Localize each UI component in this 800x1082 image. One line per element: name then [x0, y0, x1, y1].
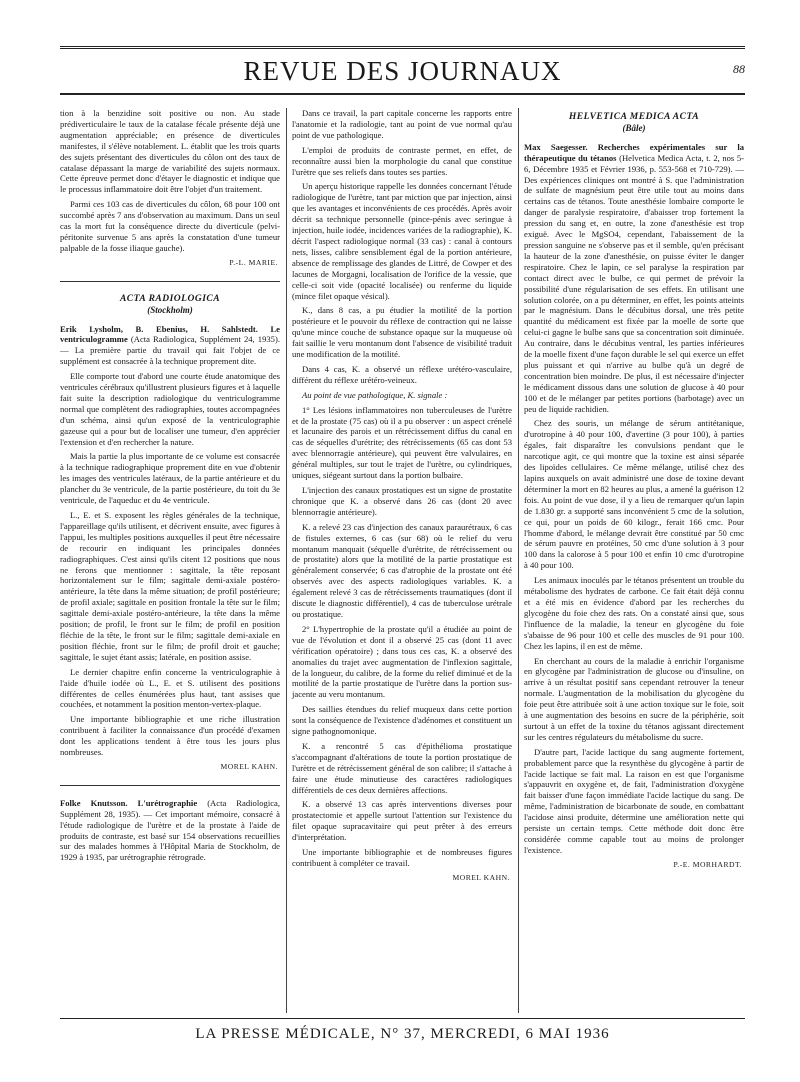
- page-title: REVUE DES JOURNAUX: [243, 56, 562, 86]
- article-abstract: [524, 142, 744, 415]
- article-intro: (Acta Radiologica, Supplément 28, 1935). — Cet important mémoire, consacré à l'étude radiologique de l'urètre et de la prostate à l'aide de produits de contraste, est basé sur 154 observations recueillies sur des malades hommes à l'Hôpital Maria de Stockholm, de 1929 à 1935, par urétrographie rétrograde.: [60, 797, 280, 863]
- column-1: [60, 108, 280, 867]
- journal-city: (Stockholm): [147, 304, 193, 315]
- author-signature: P.-L. MARIE.: [229, 257, 278, 267]
- paragraph: Au point de vue pathologique, K. signale :: [302, 389, 448, 400]
- paragraph: L'emploi de produits de contraste permet, en effet, de reconnaître aussi bien la morphologie du canal que constitue l'urètre que ses reliefs dans toutes ses parties.: [292, 144, 512, 177]
- column-3: [524, 108, 744, 879]
- journal-title: HELVETICA MEDICA ACTA: [568, 112, 700, 122]
- paragraph: tion à la benzidine soit positive ou non. Au stade prédiverticulaire le taux de la catalase fécale présente déjà une augmentation appréciable; en présence de diverticules manifestes, il s'élève notablement. L. établit que les trois quarts des sujets présentant des diverticules du côlon ont des taux de catalase dépassant la marge de variabilité des sujets normaux. Cette épreuve permet donc d'étayer le diagnostic et indique que le processus inflammatoire doit être l'objet d'un traitement.: [60, 108, 280, 195]
- article-abstract: [60, 324, 280, 368]
- article-columns: [60, 108, 745, 1008]
- paragraph: Parmi ces 103 cas de diverticules du côlon, 68 pour 100 ont succombé après 7 ans d'observation au maximum. Dans un seul cas la mort fut la conséquence directe du diverticule (pelvi-péritonite survenue 5 ans après la constatation d'une tumeur palpable de la fosse iliaque gauche).: [60, 199, 280, 253]
- author-signature: MOREL KAHN.: [452, 872, 510, 882]
- article-lead: Erik Lysholm, B. Ebenius, H. Sahlstedt. Le ventriculogramme: [60, 323, 280, 345]
- section-divider: [60, 281, 280, 282]
- paragraph: K., dans 8 cas, a pu étudier la motilité de la portion postérieure et le pouvoir du réflexe de contraction qui ne laisse qu'une mince couche de substance opaque sur la muqueuse où fait saillie le veru montanum dont l'absence de visibilité traduit une modification de la motilité.: [292, 305, 512, 360]
- paragraph: Des saillies étendues du relief muqueux dans cette portion sont la conséquence de l'existence d'adénomes et constituent un signe pathognomonique.: [292, 704, 512, 737]
- masthead: [60, 56, 745, 86]
- paragraph: Chez des souris, un mélange de sérum antitétanique, d'urotropine à 40 pour 100, d'avertine (3 pour 100), à parties égales, fait disparaître les convulsions pendant que le narcotique agit, ce qui montre que la toxine est ainsi séparée des lipoïdes cellulaires. Ce même mélange, utilisé chez des lapins auxquels on avait administré une dose de toxine devant déterminer la mort en 82 heures au plus, a amené la guérison 12 fois. Au point de vue dose, il y a lieu de remarquer qu'un lapin de 1.830 gr. a supporté sans inconvénient 5 cmc de la solution, ce qui, pour un poids de 60 kilogr., ferait 166 cmc. Pour l'homme d'abord, le mélange devrait être constitué par 50 cmc de sérum pauvre en protéines, 50 cmc d'une solution à 3 pour 100 dans la calorose à 5 pour 100 et enfin 10 cmc d'urotropine à 40 pour 100.: [524, 418, 744, 571]
- article-lead: Max Saegesser. Recherches expérimentales sur la thérapeutique du tétanos: [524, 141, 744, 163]
- paragraph: Mais la partie la plus importante de ce volume est consacrée à la technique radiographique proprement dite en vue d'obtenir les images des ventricules latéraux, de la partie antérieure et du plancher du 3e ventricule, de la partie postérieure, du toit du 3e ventricule, de l'aqueduc et du 4e ventricule.: [60, 451, 280, 506]
- paragraph: K. a rencontré 5 cas d'épithélioma prostatique s'accompagnant d'altérations de toute la portion prostatique de l'urètre et de rétrécissement général de son calibre; il s'attache à faire une étude minutieuse des caractères radiologiques différentiels de ces deux dernières affections.: [292, 740, 512, 795]
- author-signature: P.-E. MORHARDT.: [673, 859, 742, 869]
- paragraph: Les animaux inoculés par le tétanos présentent un trouble du métabolisme des hydrates de carbone. Ce fait était déjà connu et a été mis en évidence d'abord par les recherches du glycogène du foie chez des rats. On a constaté ainsi que, sous l'influence de la maladie, la teneur en glycogène du foie s'abaisse de 96 pour 100 et celle des muscles de 91 pour 100. Chez les lapins, il en est de même.: [524, 575, 744, 651]
- page-footer: LA PRESSE MÉDICALE, N° 37, MERCREDI, 6 MAI 1936: [195, 1026, 610, 1042]
- paragraph: 2° L'hypertrophie de la prostate qu'il a étudiée au point de vue de l'évolution et dont il a observé 25 cas (dont 11 avec vérification opératoire) ; dans tous ces cas, K. a observé des anomalies du trajet avec augmentation de l'inflexion sagittale, de la longueur, du calibre, de la forme du relief diminué et de la motilité de la partie prostatique de l'urètre dans la portion sus-jacente au veru montanum.: [292, 623, 512, 700]
- paragraph: Une importante bibliographie et de nombreuses figures contribuent à compléter ce travail.: [292, 847, 512, 868]
- paragraph: K. a observé 13 cas après interventions diverses pour prostatectomie et appelle surtout l'attention sur l'existence du filet opaque supracavitaire qui peut prêter à des erreurs d'interprétation.: [292, 799, 512, 843]
- journal-title: ACTA RADIOLOGICA: [119, 293, 221, 304]
- paragraph: D'autre part, l'acide lactique du sang augmente fortement, probablement parce que la resynthèse du glycogène à partir de l'acide lactique se fait mal. La raison en est que l'organisme s'appauvrit en oxygène et, de fait, l'administration d'oxygène fait baisser d'une façon immédiate l'acide lactique du sang. De même, l'administration de bicarbonate de soude, en combattant l'acidose ainsi produite, détermine une amélioration nette qui persiste un certain temps. Cette méthode doit donc être considérée comme capable tout au moins de prolonger l'existence.: [524, 746, 744, 855]
- paragraph: Le dernier chapitre enfin concerne la ventriculographie à l'aide d'huile iodée où L., E. et S. utilisent des positions différentes de celles énumérées plus haut, tant assises que couchées, et notamment la position menton-vertex-plaque.: [60, 666, 280, 710]
- paragraph: K. a relevé 23 cas d'injection des canaux paraurétraux, 6 cas de fistules externes, 6 cas (sur 68) où le relief du veru montanum manquait (séquelle d'urétrite, de rétrécissement ou de prostatite) alors que la motilité de la partie prostatique est généralement conservée; 6 cas d'atrophie de la prostate ont été observés avec des aspects radiologiques variables. K. a également relevé 3 cas de rétrécissements traumatiques (dont il discute le diagnostic différentiel), 4 cas de tuberculose urétrale ou prostatique.: [292, 521, 512, 619]
- paragraph: Dans ce travail, la part capitale concerne les rapports entre l'anatomie et la radiologie, tant au point de vue normal qu'au point de vue pathologique.: [292, 108, 512, 140]
- paragraph: Un aperçu historique rappelle les données concernant l'étude radiologique de l'urètre, tant par miction que par injection, ainsi que les avantages et inconvénients de ces procédés. Après avoir décrit sa technique personnelle (pince-pénis avec seringue à injection, huile iodée, incidences variées de la radiographie), K. décrit l'aspect radiologique normal (33 cas) : canal à contours nets, lisses, calibre sensiblement égal de la portion antérieure, absence de remplissage des glandes de Littré, de Cowper et des lacunes de Morgagni, localisation de l'orifice de la vessie, que celle-ci soit vide (opacité localisée) ou renferme du liquide (mince filet opaque vésical).: [292, 181, 512, 301]
- article-lead: Folke Knutsson. L'urétrographie: [60, 797, 198, 808]
- paragraph: Elle comporte tout d'abord une courte étude anatomique des ventricules cérébraux qu'illustrent plusieurs figures et à laquelle fait suite la description radiologique du ventriculogramme normal que complètent des radiographies, toutes accompagnées d'un schéma, ainsi qu'un exposé de la ventriculographie gazeuse qui a pour but de localiser une tumeur, d'en apprécier l'extension et d'en rechercher la nature.: [60, 371, 280, 447]
- article-abstract: [60, 798, 280, 863]
- column-2: [292, 108, 512, 892]
- page-number: 88: [733, 62, 745, 76]
- paragraph: Dans 4 cas, K. a observé un réflexe urétéro-vasculaire, différent du réflexe urétéro-veineux.: [292, 363, 512, 385]
- section-divider: [60, 785, 280, 786]
- journal-city: (Bâle): [622, 122, 646, 133]
- author-signature: MOREL KAHN.: [220, 761, 278, 771]
- footer-rule: [60, 1018, 745, 1019]
- header-rule: [60, 93, 745, 95]
- top-double-rule: [60, 46, 745, 49]
- paragraph: L'injection des canaux prostatiques est un signe de prostatite chronique que K. a observé dans 26 cas (dont 20 avec blennorragie antérieure).: [292, 485, 512, 517]
- article-intro: (Helvetica Medica Acta, t. 2, nos 5-6, Décembre 1935 et Février 1936, p. 553-568 et 710-729). — Des expériences cliniques ont montré à S. que l'administration de sulfate de magnésium peut être utile tout au moins dans certains cas de tétanos. Toute anesthésie lombaire comporte le danger de paralysie respiratoire, d'abaisser trop fortement la pression du sang et, en outre, la zone d'anesthésie est trop exiguë. Avec le MgSO4, cependant, l'abaissement de la pression sanguine ne s'observe pas et il semble, qu'en précisant la hauteur de la zone d'anesthésie, on puisse éviter le danger respiratoire. Chez le lapin, ce sel paralyse la respiration par contact direct avec le bulbe, ce qui permet de prévoir la possibilité d'une régularisation de ses effets. En utilisant une solution colorée, on a pu déterminer, en effet, les points atteints par le magnésium. Dans le décubitus dorsal, une très petite quantité du médicament est fixée par la moelle de sorte que celui-ci gagne le bulbe sans que sa concentration soit diminuée. Au contraire, dans le décubitus ventral, les parties inférieures de la moelle fixent d'une façon durable le sel qui exerce un effet plus puissant et qui n'arrive au bulbe qu'à un degré de concentration bien moindre. De plus, il est nécessaire d'injecter le médicament dissous dans une solution de glucose à 40 pour 100 et de le mélanger par petites portions (barbotage) avec un peu de liquide rachidien.: [524, 152, 745, 414]
- paragraph: Une importante bibliographie et une riche illustration contribuent à faciliter la connaissance d'un procédé d'examen dont les applications tendent à être tous les jours plus nombreuses.: [60, 714, 280, 758]
- paragraph: 1° Les lésions inflammatoires non tuberculeuses de l'urètre et de la prostate (75 cas) où il a pu observer : un aspect crénelé et lacunaire des parois et un rétrécissement diffus du canal en cas de séquelles d'urétrite; des rétrécissements (65 cas dont 53 avec blennorragie antérieure), qui peuvent être valvulaires, en général multiples, sur tout le trajet de l'urètre, ou cylindriques, uniques, siégeant surtout dans la portion bulbaire.: [292, 404, 512, 481]
- paragraph: En cherchant au cours de la maladie à enrichir l'organisme en glycogène par l'administration de glucose ou d'insuline, on arrive à un résultat positif sans cependant retrouver la teneur normale. L'augmentation de la mobilisation du glycogène du foie peut être attribuée soit à une action toxique sur le foie, soit à une augmentation des besoins en sucre de la périphérie, soit surtout à un effet de la toxine du tétanos agissant directement sur les centres régulateurs du métabolisme du sucre.: [524, 655, 744, 742]
- article-intro: (Acta Radiologica, Supplément 24, 1935). — La première partie du travail qui fait l'objet de ce supplément est consacrée à la technique proprement dite.: [60, 334, 280, 367]
- paragraph: L., E. et S. exposent les règles générales de la technique, l'appareillage qu'ils utilisent, et décrivent ensuite, avec figures à l'appui, les multiples positions auxquelles il peut être nécessaire de recourir en indiquant les principales données radiographiques. C'est ainsi qu'ils citent 12 positions que nous ne ferons que mentionner : sagittale, la tête reposant horizontalement sur le film; sagittale demi-axiale postéro-antérieure, la tête dans la même situation; de profil postérieure; de profil axiale; sagittale en position frontale la tête sur le film; sagittale demi-axiale postéro-antérieure, la tête dans la même position; de profil, le front sur le film; de profil en position fléchie de la tête, le front sur le film; sagittale demi-axiale en position fléchie, front sur le film; de profil droit et gauche; sagittale, le sujet étant assis; latérale, en position assise.: [60, 510, 280, 662]
